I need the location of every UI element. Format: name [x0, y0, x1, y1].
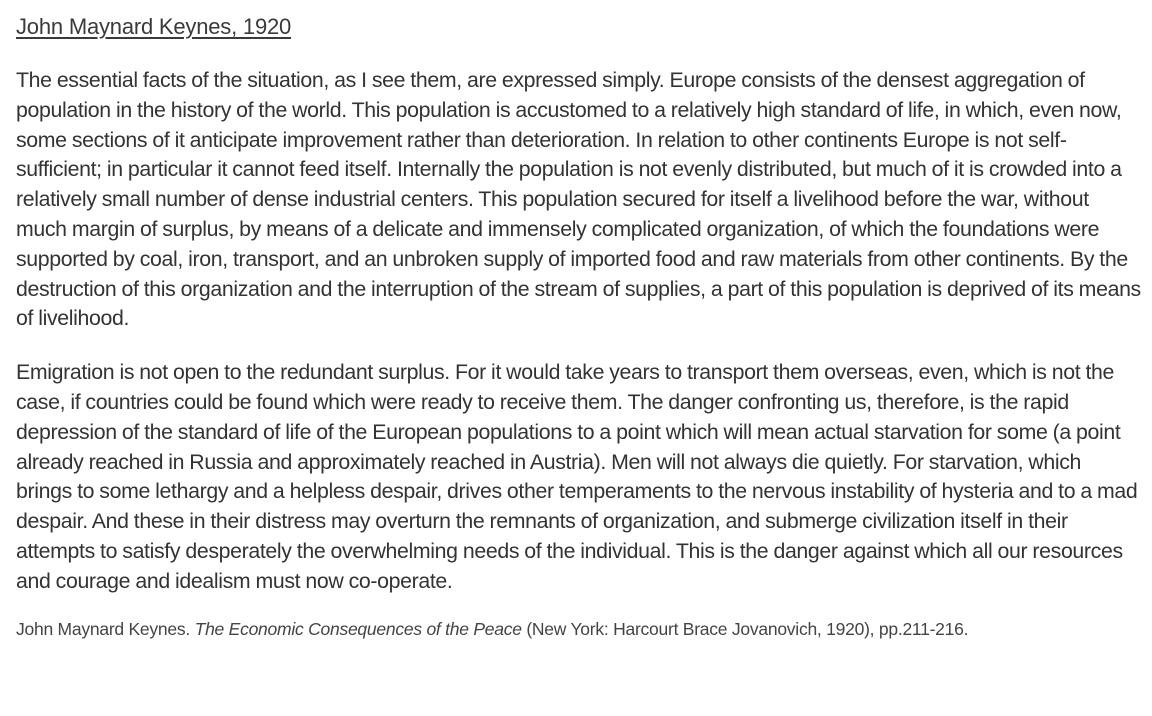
- citation-author: John Maynard Keynes.: [16, 618, 190, 639]
- citation-title: The Economic Consequences of the Peace: [194, 618, 522, 639]
- citation: [16, 617, 1142, 641]
- document-heading: John Maynard Keynes, 1920: [16, 14, 292, 39]
- paragraph-1: The essential facts of the situation, as I see them, are expressed simply. Europe consists of the densest aggregation of population in the history of the world. This population is accustomed to a relatively high standard of life, in which, even now, some sections of it anticipate improvement rather than deterioration. In relation to other continents Europe is not self-sufficient; in particular it cannot feed itself. Internally the population is not evenly distributed, but much of it is crowded into a relatively small number of dense industrial centers. This population secured for itself a livelihood before the war, without much margin of surplus, by means of a delicate and immensely complicated organization, of which the foundations were supported by coal, iron, transport, and an unbroken supply of imported food and raw materials from other continents. By the destruction of this organization and the interruption of the stream of supplies, a part of this population is deprived of its means of livelihood.: [16, 68, 1141, 331]
- citation-details: (New York: Harcourt Brace Jovanovich, 1920), pp.211-216.: [526, 618, 969, 639]
- paragraph-2: Emigration is not open to the redundant surplus. For it would take years to transport them overseas, even, which is not the case, if countries could be found which were ready to receive them. The danger confronting us, therefore, is the rapid depression of the standard of life of the European populations to a point which will mean actual starvation for some (a point already reached in Russia and approximately reached in Austria). Men will not always die quietly. For starvation, which brings to some lethargy and a helpless despair, drives other temperaments to the nervous instability of hysteria and to a mad despair. And these in their distress may overturn the remnants of organization, and submerge civilization itself in their attempts to satisfy desperately the overwhelming needs of the individual. This is the danger against which all our resources and courage and idealism must now co-operate.: [16, 360, 1138, 593]
